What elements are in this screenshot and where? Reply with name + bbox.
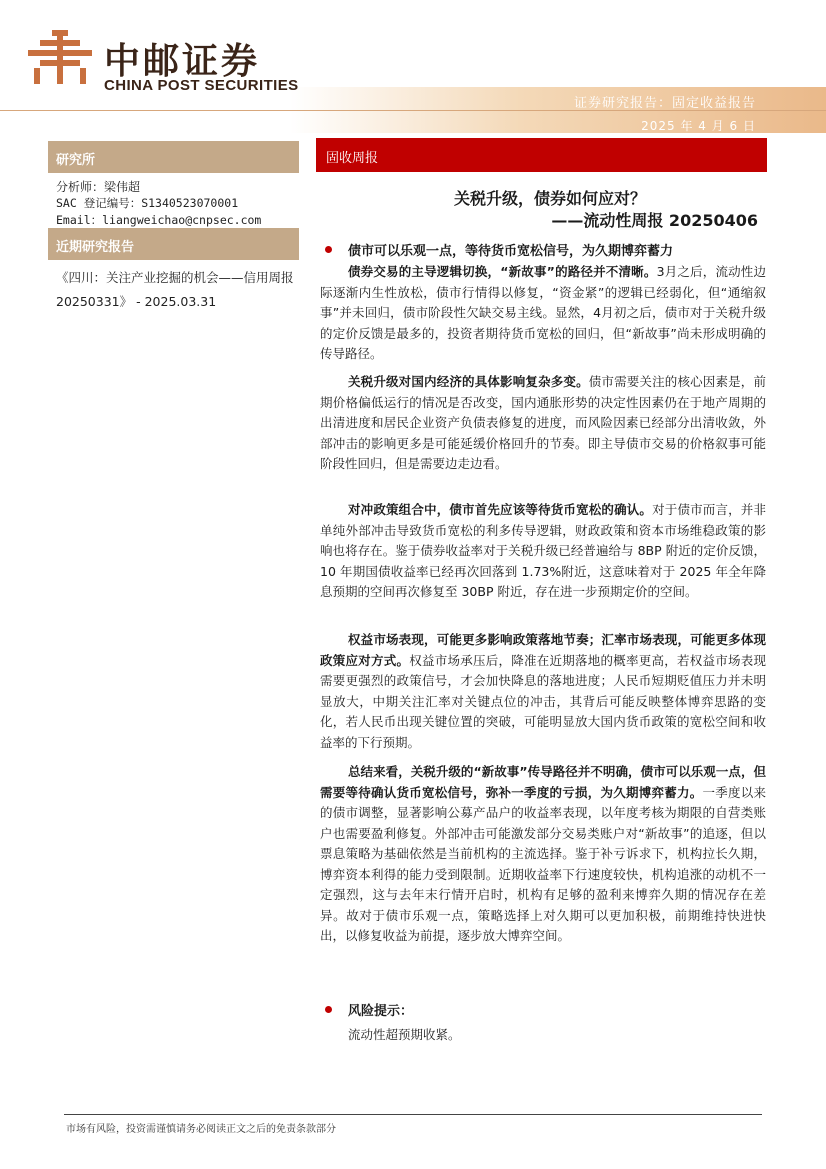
bullet-icon bbox=[325, 1006, 332, 1013]
logo-english-name: CHINA POST SECURITIES bbox=[104, 77, 299, 94]
recent-report-link[interactable]: 《四川：关注产业挖掘的机会——信用周报 20250331》 - 2025.03.31 bbox=[56, 270, 294, 309]
paragraph-body: 债市需要关注的核心因素是，前期价格偏低运行的情况是否改变，国内通胀形势的决定性因素仍在于地产周期的出清进度和居民企业资产负债表修复的进度，而风险因素已经部分出清收敛，外部冲击的影响更多是可能延缓价格回升的节奏。即主导债市交易的价格叙事可能阶段性回归，但是需要边走边看。 bbox=[320, 374, 766, 471]
section-heading-risk: 风险提示： bbox=[348, 1004, 414, 1019]
paragraph-body: 一季度以来的债市调整，显著影响公募产品户的收益率表现，以年度考核为期限的自营类账户也需要盈利修复。外部冲击可能激发部分交易类账户对“新故事”的追逐，但以票息策略为基础依然是当前机构的主流选择。鉴于补亏诉求下，机构拉长久期，博弈资本利得的能力受到限制。近期收益率下行速度较快，机构追涨的动机不一定强烈，这与去年末行情开启时，机构有足够的盈利来博弈久期的情况存在差异。故对于债市乐观一点，策略选择上对久期可以更加积极，前期维持快进快出，以修复收益为前提，逐步放大博弈空间。 bbox=[320, 784, 766, 943]
report-category-tab: 固收周报 bbox=[316, 138, 767, 172]
report-title: 关税升级，债券如何应对？ bbox=[453, 189, 646, 208]
paragraph-body: 对于债市而言，并非单纯外部冲击导致货币宽松的利多传导逻辑，财政政策和资本市场维稳政策的影响也将存在。鉴于债券收益率对于关税升级已经普遍给与 8BP 附近的定价反馈，10 年期国债收益率已经再次回落到 1.73%附近，这意味着对于 2025 年全年降息预期的空间再次修复至 30BP 附近，存在进一步预期定价的空间。 bbox=[320, 502, 766, 599]
paragraph-tariff-impact bbox=[320, 372, 766, 475]
footer-disclaimer: 市场有风险，投资需谨慎请务必阅读正文之后的免责条款部分 bbox=[66, 1124, 336, 1135]
paragraph-lead: 关税升级对国内经济的具体影响复杂多变。 bbox=[348, 374, 589, 389]
paragraph-equity-fx bbox=[320, 630, 766, 753]
paragraph-lead: 总结来看，关税升级的“新故事”传导路径并不明确，债市可以乐观一点，但需要等待确认货币宽松信号，弥补一季度的亏损，为久期博弈蓄力。 bbox=[320, 764, 766, 800]
report-header bbox=[0, 0, 826, 136]
analyst-email: Email：liangweichao@cnpsec.com bbox=[56, 213, 262, 227]
paragraph-logic-shift bbox=[320, 262, 766, 365]
bullet-icon bbox=[325, 246, 332, 253]
risk-warning-text: 流动性超预期收紧。 bbox=[348, 1027, 461, 1042]
paragraph-summary bbox=[320, 762, 766, 947]
sac-number: SAC 登记编号：S1340523070001 bbox=[56, 196, 239, 210]
footer-divider bbox=[64, 1114, 762, 1115]
report-type-label: 证券研究报告：固定收益报告 bbox=[573, 96, 756, 111]
institute-header: 研究所 bbox=[48, 141, 299, 173]
recent-reports-header: 近期研究报告 bbox=[48, 228, 299, 260]
paragraph-lead: 债券交易的主导逻辑切换，“新故事”的路径并不清晰。 bbox=[348, 264, 657, 279]
analyst-name: 分析师：梁伟超 bbox=[56, 180, 141, 194]
paragraph-lead: 对冲政策组合中，债市首先应该等待货币宽松的确认。 bbox=[348, 502, 653, 517]
china-post-logo-icon bbox=[26, 30, 94, 84]
paragraph-lead: 权益市场表现，可能更多影响政策落地节奏；汇率市场表现，可能更多体现政策应对方式。 bbox=[320, 632, 766, 668]
paragraph-body: 3月之后，流动性边际逐渐内生性放松，债市行情得以修复，“资金紧”的逻辑已经弱化，但“通缩叙事”并未回归，债市阶段性欠缺交易主线。显然，4月初之后，债市对于关税升级的定价反馈是最多的，投资者期待货币宽松的回归，但“新故事”尚未形成明确的传导路径。 bbox=[320, 264, 766, 361]
report-subtitle: ——流动性周报 20250406 bbox=[551, 211, 758, 230]
section-heading-outlook: 债市可以乐观一点，等待货币宽松信号，为久期博弈蓄力 bbox=[348, 244, 674, 259]
logo-chinese-name: 中邮证券 bbox=[104, 41, 261, 82]
paragraph-policy-mix bbox=[320, 500, 766, 603]
paragraph-body: 权益市场承压后，降准在近期落地的概率更高，若权益市场表现需要更强烈的政策信号，才会加快降息的落地进度；人民币短期贬值压力并未明显放大，中期关注汇率对关键点位的冲击，其背后可能反映整体博弈思路的变化，若人民币出现关键位置的突破，可能明显放大国内货币政策的宽松空间和收益率的下行预期。 bbox=[320, 652, 766, 750]
report-date: 2025 年 4 月 6 日 bbox=[641, 119, 756, 133]
